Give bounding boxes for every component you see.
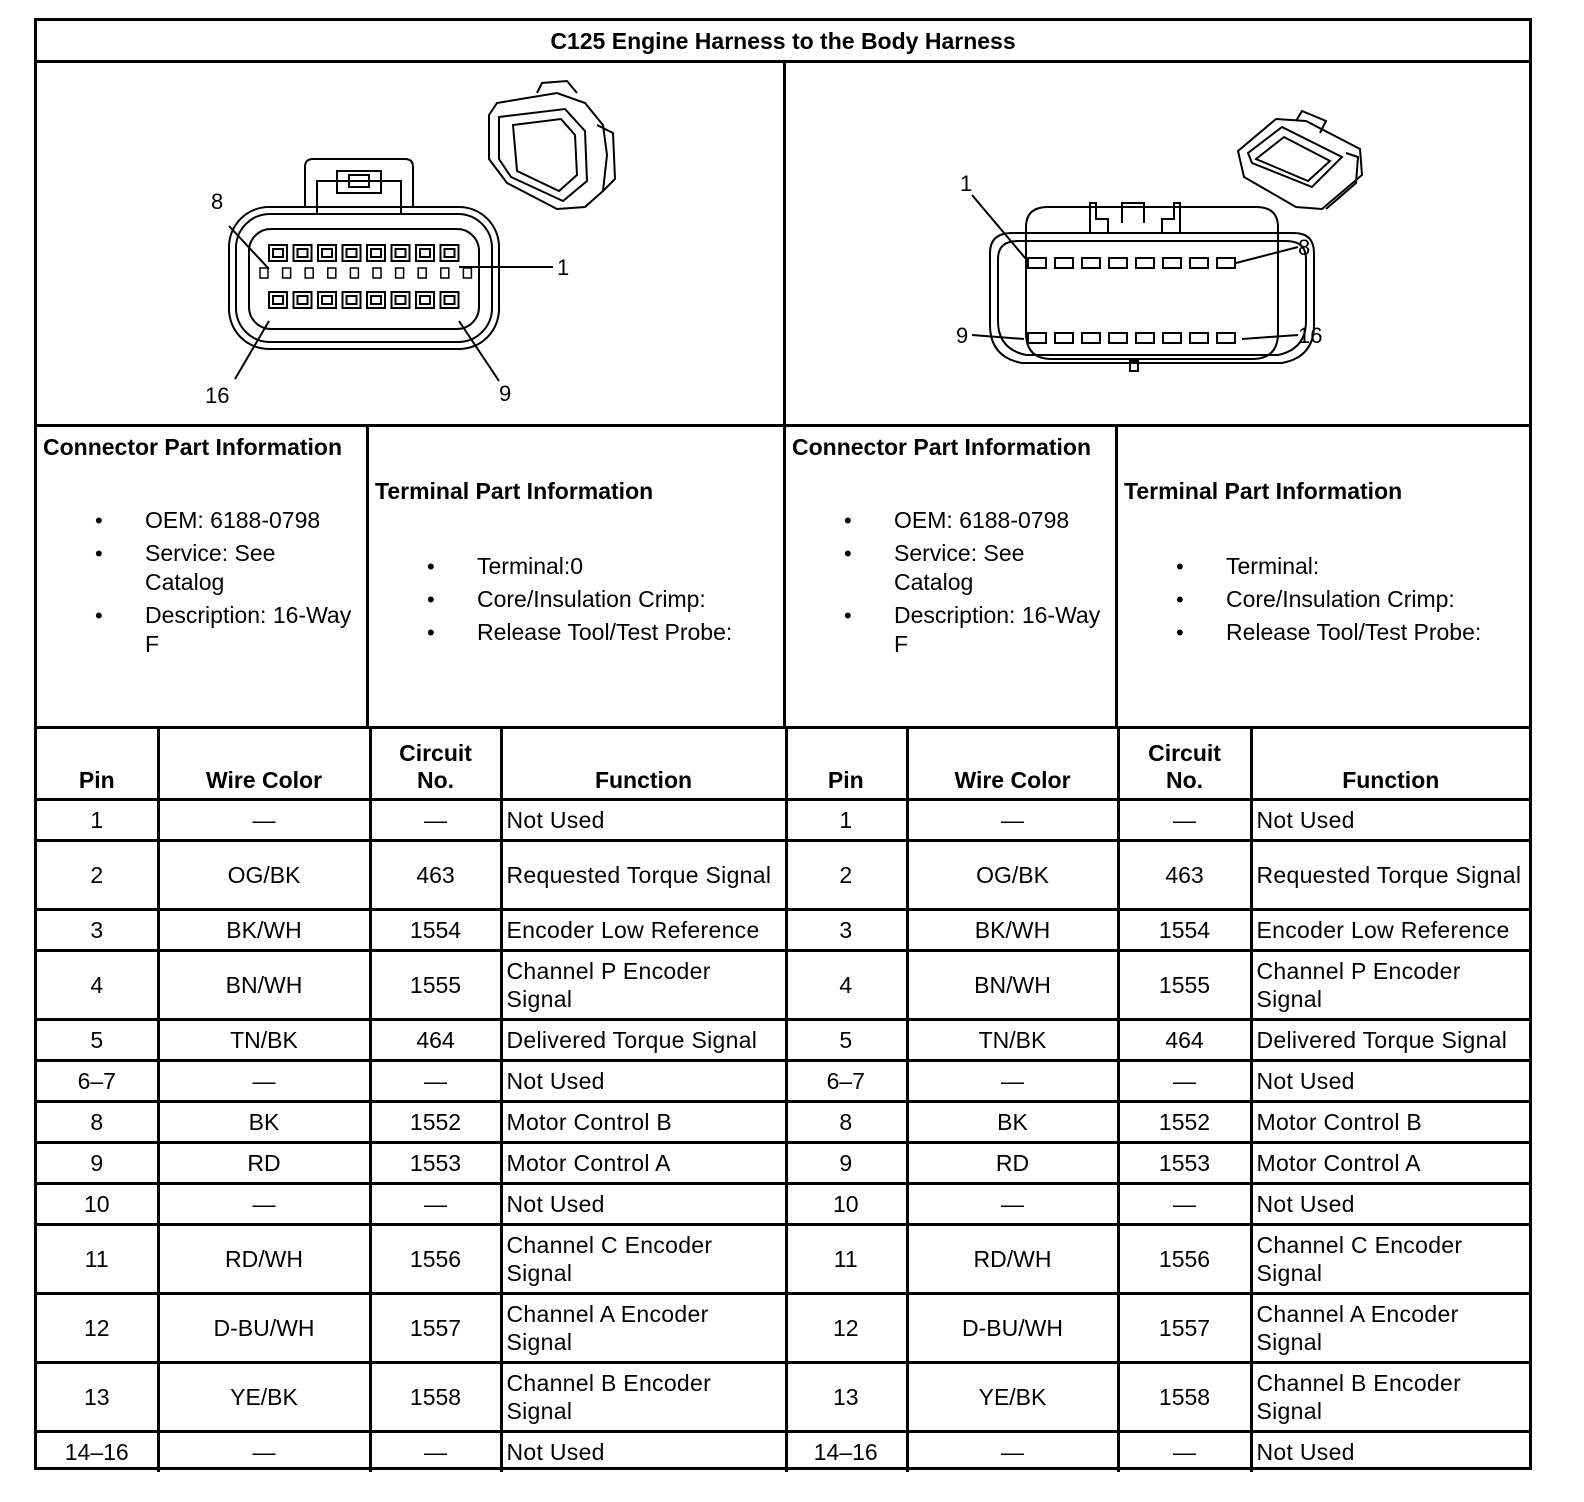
- function-cell: Motor Control A: [1251, 1142, 1529, 1183]
- table-row: [786, 799, 1529, 840]
- right-bottom-pin-cavity: [1217, 333, 1235, 343]
- right-connector-description: • Description: 16-Way F: [792, 601, 1109, 659]
- pin-cell: 5: [786, 1019, 907, 1060]
- table-row: [786, 1142, 1529, 1183]
- function-cell: Channel A Encoder Signal: [501, 1293, 786, 1362]
- wire-color-cell: BK/WH: [158, 909, 370, 950]
- pin-cell: 9: [786, 1142, 907, 1183]
- page-title: C125 Engine Harness to the Body Harness: [37, 21, 1529, 63]
- left-connector-list: [43, 506, 360, 659]
- pin-cell: 12: [786, 1293, 907, 1362]
- right-pinout-table: [786, 729, 1529, 1472]
- left-bottom-pin-contact: [445, 296, 455, 304]
- left-mid-pin-cavity: [463, 268, 471, 278]
- right-bottom-pin-cavity: [1190, 333, 1208, 343]
- pin-cell: 8: [786, 1101, 907, 1142]
- wire-color-header: Wire Color: [158, 729, 370, 799]
- circuit-cell: 1553: [370, 1142, 501, 1183]
- left-top-pin-contact: [298, 249, 308, 257]
- wire-color-cell: —: [158, 1060, 370, 1101]
- table-row: [37, 1060, 786, 1101]
- pin-cell: 4: [37, 950, 158, 1019]
- table-row: [37, 1431, 786, 1472]
- right-top-pin-cavity: [1136, 258, 1154, 268]
- function-cell: Not Used: [1251, 1060, 1529, 1101]
- pin-cell: 12: [37, 1293, 158, 1362]
- circuit-cell: —: [1118, 1431, 1251, 1472]
- wire-color-cell: BK: [907, 1101, 1118, 1142]
- function-cell: Encoder Low Reference: [501, 909, 786, 950]
- right-top-pin-cavity: [1190, 258, 1208, 268]
- left-top-pin-cavity: [343, 245, 361, 261]
- left-bottom-pin-cavity: [269, 292, 287, 308]
- left-bottom-pin-cavity: [343, 292, 361, 308]
- circuit-header: [1118, 729, 1251, 799]
- left-top-pin-cavity: [318, 245, 336, 261]
- left-connector-description: • Description: 16-Way F: [43, 601, 360, 659]
- right-release-tool-item: • Release Tool/Test Probe:: [1124, 618, 1523, 647]
- table-row: [786, 1431, 1529, 1472]
- wire-color-cell: TN/BK: [907, 1019, 1118, 1060]
- pin-cell: 6–7: [37, 1060, 158, 1101]
- function-cell: Motor Control A: [501, 1142, 786, 1183]
- table-row: [786, 909, 1529, 950]
- table-row: [786, 1183, 1529, 1224]
- left-bottom-pin-cavity: [318, 292, 336, 308]
- circuit-cell: 1554: [370, 909, 501, 950]
- function-cell: Motor Control B: [1251, 1101, 1529, 1142]
- wire-color-cell: BN/WH: [907, 950, 1118, 1019]
- left-top-pin-cavity: [441, 245, 459, 261]
- wire-color-cell: —: [907, 1183, 1118, 1224]
- pin-header: Pin: [786, 729, 907, 799]
- right-connector-drawing: [786, 63, 1529, 424]
- wire-color-cell: RD/WH: [907, 1224, 1118, 1293]
- function-cell: Channel B Encoder Signal: [501, 1362, 786, 1431]
- left-connector-3d-icon: [489, 81, 615, 209]
- circuit-cell: 1555: [1118, 950, 1251, 1019]
- left-connector-drawing: [37, 63, 783, 424]
- right-top-pin-cavity: [1028, 258, 1046, 268]
- right-connector-3d-icon: [1238, 111, 1362, 209]
- pin-cell: 1: [37, 799, 158, 840]
- pin-cell: 3: [786, 909, 907, 950]
- right-top-pin-cavity: [1109, 258, 1127, 268]
- table-row: [786, 1101, 1529, 1142]
- pin-cell: 2: [786, 840, 907, 909]
- circuit-header-line2: No.: [416, 766, 455, 793]
- right-connector-heading: Connector Part Information: [792, 434, 1092, 460]
- function-cell: Not Used: [1251, 1183, 1529, 1224]
- right-connector-service: • Service: See Catalog: [792, 539, 1109, 597]
- left-bottom-pin-contact: [298, 296, 308, 304]
- left-connector-diagram: [37, 63, 786, 427]
- right-top-pin-cavity: [1055, 258, 1073, 268]
- pin-cell: 3: [37, 909, 158, 950]
- wire-color-cell: RD: [158, 1142, 370, 1183]
- wire-color-cell: —: [907, 799, 1118, 840]
- left-terminal-item: • Terminal:0: [375, 552, 777, 581]
- function-cell: Requested Torque Signal: [501, 840, 786, 909]
- pin-cell: 1: [786, 799, 907, 840]
- right-top-pin-cavity: [1163, 258, 1181, 268]
- pin-cell: 14–16: [37, 1431, 158, 1472]
- circuit-cell: —: [370, 1431, 501, 1472]
- table-row: [37, 950, 786, 1019]
- pin-cell: 13: [786, 1362, 907, 1431]
- left-top-pin-cavity: [269, 245, 287, 261]
- right-bottom-pin-cavity: [1136, 333, 1154, 343]
- circuit-cell: 1552: [1118, 1101, 1251, 1142]
- circuit-cell: 463: [370, 840, 501, 909]
- pin-cell: 11: [37, 1224, 158, 1293]
- right-pin-label-9: 9: [956, 323, 969, 348]
- right-terminal-heading: Terminal Part Information: [1124, 478, 1403, 504]
- circuit-cell: —: [1118, 1060, 1251, 1101]
- left-connector-oem: • OEM: 6188-0798: [43, 506, 360, 535]
- circuit-cell: —: [370, 1060, 501, 1101]
- left-mid-pin-cavity: [283, 268, 291, 278]
- circuit-cell: —: [1118, 799, 1251, 840]
- left-top-pin-contact: [445, 249, 455, 257]
- table-row: [786, 1224, 1529, 1293]
- table-row: [37, 1362, 786, 1431]
- left-connector-part-info: [37, 427, 369, 729]
- right-top-pin-cavity: [1217, 258, 1235, 268]
- wire-color-cell: BK: [158, 1101, 370, 1142]
- left-top-pin-contact: [322, 249, 332, 257]
- circuit-cell: 1554: [1118, 909, 1251, 950]
- left-mid-pin-cavity: [305, 268, 313, 278]
- right-connector-diagram: [786, 63, 1529, 427]
- wire-color-cell: RD: [907, 1142, 1118, 1183]
- circuit-cell: —: [1118, 1183, 1251, 1224]
- wire-color-cell: —: [907, 1060, 1118, 1101]
- left-bottom-pin-contact: [273, 296, 283, 304]
- function-cell: Not Used: [1251, 799, 1529, 840]
- function-cell: Not Used: [501, 1183, 786, 1224]
- wire-color-cell: D-BU/WH: [907, 1293, 1118, 1362]
- left-mid-pin-cavity: [418, 268, 426, 278]
- function-cell: Channel P Encoder Signal: [501, 950, 786, 1019]
- circuit-cell: 1553: [1118, 1142, 1251, 1183]
- pin-cell: 8: [37, 1101, 158, 1142]
- left-connector-heading: Connector Part Information: [43, 434, 343, 460]
- table-row: [786, 1362, 1529, 1431]
- circuit-header-line1: Circuit: [1148, 739, 1221, 766]
- left-top-pin-contact: [371, 249, 381, 257]
- table-row: [786, 950, 1529, 1019]
- wire-color-header: Wire Color: [907, 729, 1118, 799]
- right-bottom-pin-cavity: [1163, 333, 1181, 343]
- pin-cell: 6–7: [786, 1060, 907, 1101]
- circuit-cell: 464: [1118, 1019, 1251, 1060]
- left-top-pin-cavity: [367, 245, 385, 261]
- table-row: [37, 1142, 786, 1183]
- left-crimp-item: • Core/Insulation Crimp:: [375, 585, 777, 614]
- right-bottom-pin-cavity: [1082, 333, 1100, 343]
- circuit-cell: —: [370, 799, 501, 840]
- left-bottom-pin-contact: [396, 296, 406, 304]
- pin-cell: 11: [786, 1224, 907, 1293]
- function-cell: Channel P Encoder Signal: [1251, 950, 1529, 1019]
- right-pin-label-8: 8: [1298, 235, 1311, 260]
- circuit-cell: 1552: [370, 1101, 501, 1142]
- table-row: [37, 799, 786, 840]
- left-bottom-pin-cavity: [294, 292, 312, 308]
- wire-color-cell: OG/BK: [158, 840, 370, 909]
- circuit-cell: 1556: [370, 1224, 501, 1293]
- function-cell: Channel B Encoder Signal: [1251, 1362, 1529, 1431]
- left-bottom-pin-contact: [420, 296, 430, 304]
- function-header: Function: [501, 729, 786, 799]
- left-pin-label-16: 16: [205, 383, 230, 408]
- wire-color-cell: OG/BK: [907, 840, 1118, 909]
- left-pinout-table: [37, 729, 788, 1472]
- table-row: [37, 1293, 786, 1362]
- left-top-pin-cavity: [392, 245, 410, 261]
- table-row: [37, 909, 786, 950]
- right-crimp-item: • Core/Insulation Crimp:: [1124, 585, 1523, 614]
- left-pin-label-1: 1: [557, 255, 570, 280]
- left-bottom-pin-cavity: [441, 292, 459, 308]
- circuit-cell: 463: [1118, 840, 1251, 909]
- function-cell: Requested Torque Signal: [1251, 840, 1529, 909]
- pin-cell: 4: [786, 950, 907, 1019]
- circuit-header-line2: No.: [1165, 766, 1204, 793]
- pin-cell: 5: [37, 1019, 158, 1060]
- function-cell: Channel C Encoder Signal: [501, 1224, 786, 1293]
- left-bottom-pin-contact: [371, 296, 381, 304]
- right-pin-label-1: 1: [960, 171, 973, 196]
- circuit-header-line1: Circuit: [399, 739, 472, 766]
- circuit-cell: —: [370, 1183, 501, 1224]
- function-cell: Encoder Low Reference: [1251, 909, 1529, 950]
- wire-color-cell: RD/WH: [158, 1224, 370, 1293]
- wire-color-cell: BK/WH: [907, 909, 1118, 950]
- right-top-pin-cavity: [1082, 258, 1100, 268]
- left-bottom-pin-contact: [322, 296, 332, 304]
- table-row: [37, 1101, 786, 1142]
- left-mid-pin-cavity: [328, 268, 336, 278]
- left-top-pin-contact: [420, 249, 430, 257]
- right-pin-label-16: 16: [1298, 323, 1323, 348]
- left-top-pin-contact: [396, 249, 406, 257]
- right-bottom-pin-cavity: [1109, 333, 1127, 343]
- left-pin-label-8: 8: [211, 189, 224, 214]
- table-row: [37, 840, 786, 909]
- wire-color-cell: TN/BK: [158, 1019, 370, 1060]
- left-bottom-pin-contact: [347, 296, 357, 304]
- function-cell: Not Used: [501, 799, 786, 840]
- table-row: [786, 1060, 1529, 1101]
- left-bottom-pin-cavity: [367, 292, 385, 308]
- left-mid-pin-cavity: [373, 268, 381, 278]
- right-connector-list: [792, 506, 1109, 659]
- wire-color-cell: —: [158, 1431, 370, 1472]
- left-terminal-part-info: [369, 427, 786, 729]
- left-mid-pin-cavity: [396, 268, 404, 278]
- function-cell: Not Used: [501, 1060, 786, 1101]
- pin-cell: 10: [37, 1183, 158, 1224]
- circuit-cell: 1556: [1118, 1224, 1251, 1293]
- pin-cell: 9: [37, 1142, 158, 1183]
- right-pinout-table-wrap: [786, 729, 1529, 1472]
- table-row: [37, 1224, 786, 1293]
- circuit-cell: 1558: [1118, 1362, 1251, 1431]
- wire-color-cell: —: [907, 1431, 1118, 1472]
- pin-cell: 14–16: [786, 1431, 907, 1472]
- function-cell: Channel C Encoder Signal: [1251, 1224, 1529, 1293]
- circuit-cell: 1557: [1118, 1293, 1251, 1362]
- right-connector-oem: • OEM: 6188-0798: [792, 506, 1109, 535]
- circuit-header: [370, 729, 501, 799]
- function-cell: Channel A Encoder Signal: [1251, 1293, 1529, 1362]
- left-mid-pin-cavity: [260, 268, 268, 278]
- wire-color-cell: —: [158, 1183, 370, 1224]
- connector-sheet: [34, 18, 1532, 1470]
- left-release-tool-item: • Release Tool/Test Probe:: [375, 618, 777, 647]
- table-row: [786, 1019, 1529, 1060]
- pin-cell: 10: [786, 1183, 907, 1224]
- left-top-pin-contact: [273, 249, 283, 257]
- function-header: Function: [1251, 729, 1529, 799]
- table-row: [37, 1019, 786, 1060]
- left-bottom-pin-cavity: [392, 292, 410, 308]
- function-cell: Not Used: [1251, 1431, 1529, 1472]
- wire-color-cell: BN/WH: [158, 950, 370, 1019]
- circuit-cell: 464: [370, 1019, 501, 1060]
- wire-color-cell: —: [158, 799, 370, 840]
- left-pinout-table-wrap: [37, 729, 786, 1472]
- left-top-pin-contact: [347, 249, 357, 257]
- right-bottom-pin-cavity: [1055, 333, 1073, 343]
- left-top-pin-cavity: [416, 245, 434, 261]
- left-mid-pin-cavity: [441, 268, 449, 278]
- function-cell: Delivered Torque Signal: [501, 1019, 786, 1060]
- left-terminal-list: [375, 552, 777, 647]
- function-cell: Not Used: [501, 1431, 786, 1472]
- right-terminal-part-info: [1118, 427, 1529, 729]
- circuit-cell: 1555: [370, 950, 501, 1019]
- table-row: [786, 840, 1529, 909]
- right-connector-part-info: [786, 427, 1118, 729]
- circuit-cell: 1557: [370, 1293, 501, 1362]
- left-top-pin-cavity: [294, 245, 312, 261]
- right-terminal-list: [1124, 552, 1523, 647]
- table-row: [786, 1293, 1529, 1362]
- wire-color-cell: YE/BK: [158, 1362, 370, 1431]
- left-connector-service: • Service: See Catalog: [43, 539, 360, 597]
- wire-color-cell: D-BU/WH: [158, 1293, 370, 1362]
- left-bottom-pin-cavity: [416, 292, 434, 308]
- pin-header: Pin: [37, 729, 158, 799]
- right-terminal-item: • Terminal:: [1124, 552, 1523, 581]
- left-terminal-heading: Terminal Part Information: [375, 478, 654, 504]
- right-bottom-pin-cavity: [1028, 333, 1046, 343]
- pin-cell: 2: [37, 840, 158, 909]
- left-pin-label-9: 9: [499, 381, 512, 406]
- table-row: [37, 1183, 786, 1224]
- left-mid-pin-cavity: [350, 268, 358, 278]
- function-cell: Delivered Torque Signal: [1251, 1019, 1529, 1060]
- circuit-cell: 1558: [370, 1362, 501, 1431]
- wire-color-cell: YE/BK: [907, 1362, 1118, 1431]
- function-cell: Motor Control B: [501, 1101, 786, 1142]
- pin-cell: 13: [37, 1362, 158, 1431]
